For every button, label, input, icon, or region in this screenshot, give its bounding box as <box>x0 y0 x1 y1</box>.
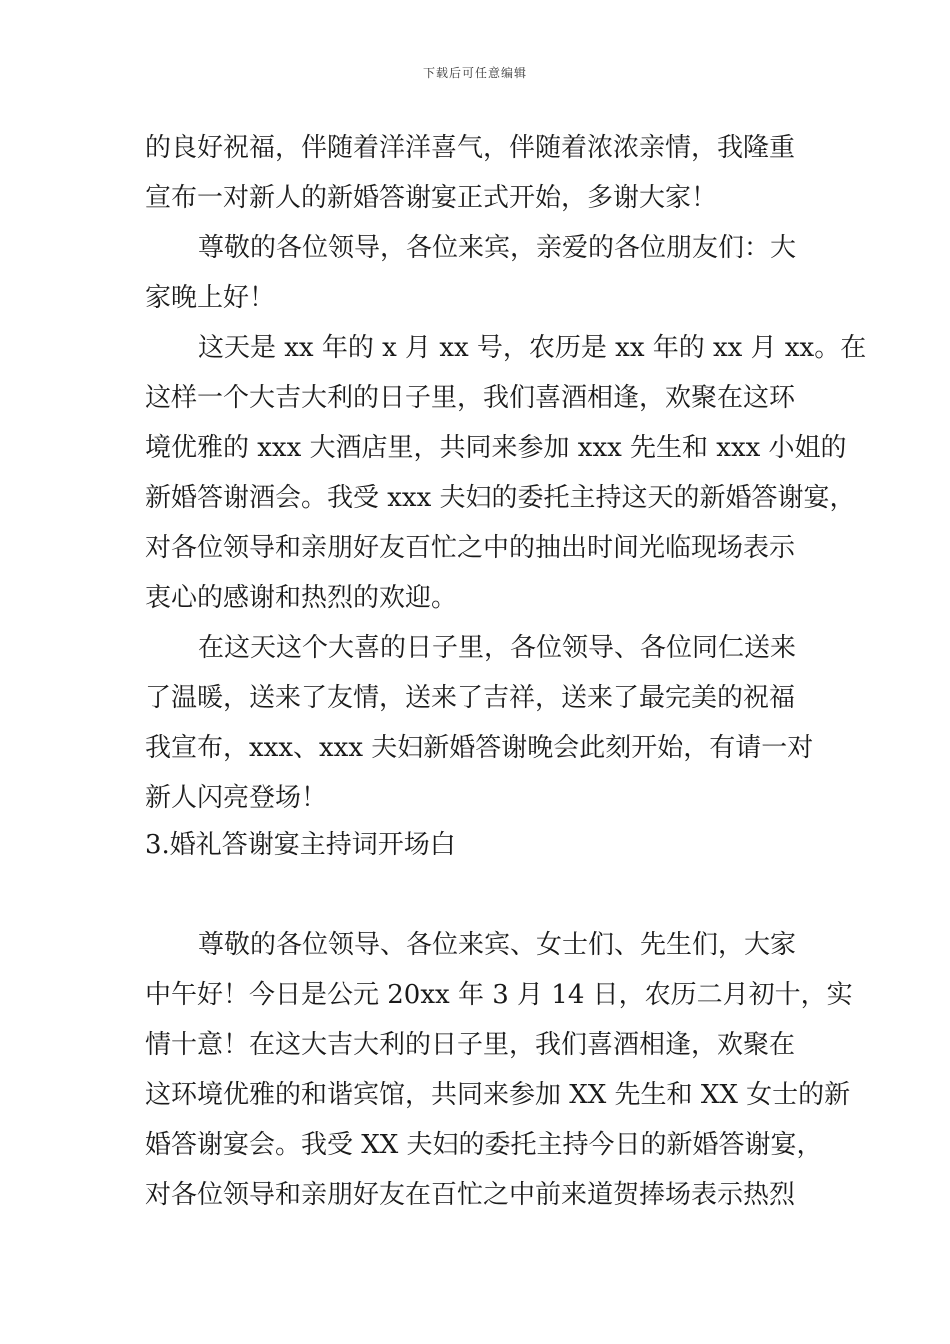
text-line: 家晚上好！ <box>145 283 276 313</box>
text-line: 尊敬的各位领导，各位来宾，亲爱的各位朋友们：大 <box>198 233 797 263</box>
section-heading: 3.婚礼答谢宴主持词开场白 <box>145 830 456 860</box>
text-line: 对各位领导和亲朋好友在百忙之中前来道贺捧场表示热烈 <box>145 1180 796 1210</box>
text-line: 这样一个大吉大利的日子里，我们喜酒相逢，欢聚在这环 <box>145 383 796 413</box>
page-header: 下载后可任意编辑 <box>422 66 527 80</box>
text-line: 这环境优雅的和谐宾馆，共同来参加 XX 先生和 XX 女士的新 <box>145 1080 851 1110</box>
text-line: 新婚答谢酒会。我受 xxx 夫妇的委托主持这天的新婚答谢宴， <box>145 483 856 513</box>
text-line: 我宣布，xxx、xxx 夫妇新婚答谢晚会此刻开始，有请一对 <box>145 733 814 763</box>
text-line: 在这天这个大喜的日子里，各位领导、各位同仁送来 <box>198 633 797 663</box>
text-line: 尊敬的各位领导、各位来宾、女士们、先生们，大家 <box>198 930 797 960</box>
text-line: 新人闪亮登场！ <box>145 783 328 813</box>
text-line: 情十意！在这大吉大利的日子里，我们喜酒相逢，欢聚在 <box>145 1030 796 1060</box>
text-line: 中午好！今日是公元 20xx 年 3 月 14 日，农历二月初十，实 <box>145 980 853 1010</box>
text-line: 了温暖，送来了友情，送来了吉祥，送来了最完美的祝福 <box>145 683 796 713</box>
text-line: 这天是 xx 年的 x 月 xx 号，农历是 xx 年的 xx 月 xx。在 <box>198 333 867 363</box>
text-line: 婚答谢宴会。我受 XX 夫妇的委托主持今日的新婚答谢宴， <box>145 1130 823 1160</box>
text-line: 的良好祝福，伴随着洋洋喜气，伴随着浓浓亲情，我隆重 <box>145 133 796 163</box>
text-line: 对各位领导和亲朋好友百忙之中的抽出时间光临现场表示 <box>145 533 796 563</box>
text-line: 衷心的感谢和热烈的欢迎。 <box>145 583 458 613</box>
text-line: 境优雅的 xxx 大酒店里，共同来参加 xxx 先生和 xxx 小姐的 <box>145 433 847 463</box>
text-line: 宣布一对新人的新婚答谢宴正式开始，多谢大家！ <box>145 183 718 213</box>
